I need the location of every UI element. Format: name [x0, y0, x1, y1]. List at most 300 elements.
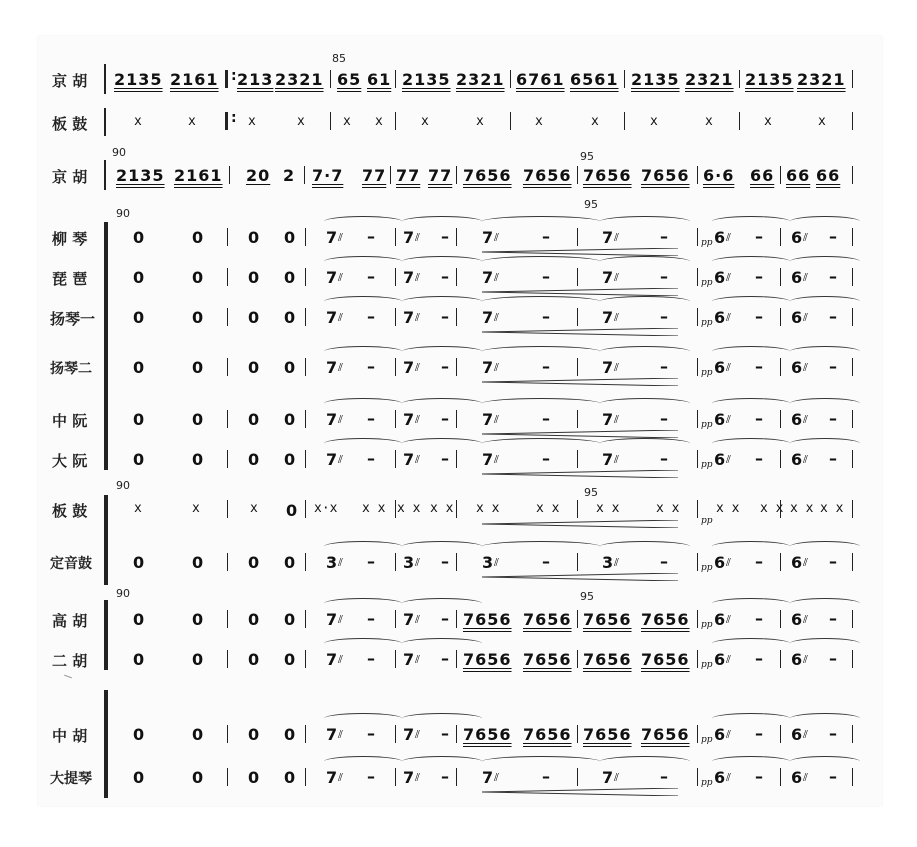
sustain-dash: – — [660, 357, 668, 376]
tie-arc — [790, 598, 860, 609]
note-group: 2135 — [402, 70, 451, 89]
barline — [395, 308, 396, 326]
barline — [305, 450, 306, 468]
sustain-dash: – — [441, 552, 449, 571]
sustain-dash: – — [755, 552, 763, 571]
rest-zero: 0 — [248, 553, 260, 572]
tie-arc — [324, 438, 402, 449]
barline — [305, 768, 306, 786]
note-group: 2321 — [275, 70, 324, 89]
percussion-hit: x x — [820, 501, 844, 516]
tremolo-mark: ⫽ — [614, 413, 619, 426]
sustain-dash: – — [829, 552, 837, 571]
barline — [780, 358, 781, 376]
instrument-label-erhu: 二 胡 — [52, 652, 88, 670]
dynamic-pp: pp — [701, 278, 713, 288]
tremolo-mark: ⫽ — [415, 728, 420, 741]
barline — [456, 358, 457, 376]
barline — [305, 228, 306, 246]
sustain-dash: – — [755, 609, 763, 628]
note-group: 77 — [396, 166, 421, 185]
rest-zero: 0 — [133, 725, 145, 744]
group-bracket-strings — [104, 600, 114, 670]
tie-arc — [790, 216, 860, 227]
tremolo-mark: ⫽ — [614, 771, 619, 784]
rest-zero: 0 — [284, 650, 296, 669]
tie-arc — [712, 398, 790, 409]
barline — [330, 112, 331, 130]
rest-zero: 0 — [192, 553, 204, 572]
measure-number-95-c: 95 — [584, 486, 598, 499]
note-group: 65 — [337, 70, 362, 89]
percussion-hit: x x — [536, 501, 560, 516]
sustain-dash: – — [441, 649, 449, 668]
barline — [780, 650, 781, 668]
percussion-hit: x x — [476, 501, 500, 516]
tie-arc — [324, 296, 402, 307]
barline — [229, 166, 230, 184]
tie-arc — [324, 256, 402, 267]
tie-arc — [600, 296, 690, 307]
tremolo-mark: ⫽ — [803, 361, 808, 374]
rest-zero: 0 — [284, 610, 296, 629]
tremolo-mark: ⫽ — [415, 771, 420, 784]
tremolo-mark: ⫽ — [338, 271, 343, 284]
tie-arc — [482, 398, 600, 409]
barline — [577, 228, 578, 246]
note-held: 7 — [602, 358, 615, 377]
sustain-dash: – — [542, 767, 550, 786]
barline — [577, 610, 578, 628]
tie-arc — [790, 638, 860, 649]
rest-zero: 0 — [248, 768, 260, 787]
sustain-dash: – — [755, 724, 763, 743]
tie-arc — [600, 346, 690, 357]
sustain-dash: – — [829, 609, 837, 628]
barline — [852, 410, 853, 428]
note-held: 7 — [602, 450, 615, 469]
diminuendo-hairpin — [482, 378, 678, 386]
sustain-dash: – — [441, 449, 449, 468]
instrument-label-zhongruan: 中 阮 — [52, 412, 88, 430]
note-held: 6 — [714, 450, 727, 469]
sustain-dash: – — [660, 409, 668, 428]
barline — [456, 725, 457, 743]
percussion-hit: x — [250, 501, 258, 516]
barline — [577, 500, 578, 518]
tie-arc — [324, 216, 402, 227]
barline — [395, 112, 396, 130]
tie-arc — [790, 346, 860, 357]
tremolo-mark: ⫽ — [338, 453, 343, 466]
sustain-dash: – — [660, 552, 668, 571]
sustain-dash: – — [660, 767, 668, 786]
tremolo-mark: ⫽ — [494, 231, 499, 244]
percussion-hit: x x — [656, 501, 680, 516]
sustain-dash: – — [829, 767, 837, 786]
percussion-hit: x x — [716, 501, 740, 516]
barline — [852, 166, 853, 184]
note-held: 7 — [602, 308, 615, 327]
sustain-dash: – — [441, 227, 449, 246]
barline — [697, 166, 698, 184]
rest-zero: 0 — [286, 501, 298, 520]
barline — [852, 650, 853, 668]
barline — [305, 500, 306, 518]
barline — [577, 450, 578, 468]
sustain-dash: – — [829, 724, 837, 743]
note-group: 66 — [750, 166, 775, 185]
note-held: 6 — [714, 725, 727, 744]
tremolo-mark: ⫽ — [338, 361, 343, 374]
rest-zero: 0 — [284, 358, 296, 377]
percussion-hit: x — [188, 114, 196, 129]
note-held: 7 — [403, 450, 416, 469]
note-group: 66 — [816, 166, 841, 185]
tremolo-mark: ⫽ — [803, 653, 808, 666]
tremolo-mark: ⫽ — [494, 556, 499, 569]
note-held: 6 — [791, 768, 804, 787]
sustain-dash: – — [542, 267, 550, 286]
instrument-label-yangqin2: 扬琴二 — [50, 361, 92, 377]
note-group: 7·7 — [312, 166, 344, 185]
tremolo-mark: ⫽ — [338, 653, 343, 666]
tie-arc — [600, 398, 690, 409]
barline — [227, 610, 228, 628]
note-group: 2161 — [174, 166, 223, 185]
dynamic-pp: pp — [701, 420, 713, 430]
barline — [456, 500, 457, 518]
barline — [395, 358, 396, 376]
barline — [780, 610, 781, 628]
rest-zero: 0 — [248, 308, 260, 327]
tremolo-mark: ⫽ — [614, 556, 619, 569]
barline — [697, 410, 698, 428]
note-held: 7 — [482, 308, 495, 327]
tie-arc — [482, 541, 600, 552]
barline — [852, 500, 853, 518]
barline — [852, 553, 853, 571]
tie-arc — [712, 713, 790, 724]
note-held: 7 — [403, 650, 416, 669]
note-group: 2161 — [170, 70, 219, 89]
rest-zero: 0 — [248, 650, 260, 669]
note-held: 7 — [482, 228, 495, 247]
barline — [624, 112, 625, 130]
note-group: 2321 — [685, 70, 734, 89]
note-group: 2321 — [456, 70, 505, 89]
sustain-dash: – — [542, 449, 550, 468]
sustain-dash: – — [367, 724, 375, 743]
sustain-dash: – — [441, 267, 449, 286]
system-bracket — [104, 64, 112, 94]
note-held: 7 — [403, 358, 416, 377]
note-group: 7656 — [641, 166, 690, 185]
note-held: 7 — [403, 228, 416, 247]
tie-arc — [712, 638, 790, 649]
rest-zero: 0 — [248, 410, 260, 429]
percussion-hit: x — [818, 114, 826, 129]
barline — [305, 725, 306, 743]
note-held: 7 — [326, 410, 339, 429]
note-held: 6 — [714, 610, 727, 629]
sustain-dash: – — [441, 409, 449, 428]
instrument-label-jinghu: 京 胡 — [52, 72, 88, 90]
barline — [395, 650, 396, 668]
note-group: 7656 — [641, 650, 690, 669]
barline — [852, 70, 853, 88]
tie-arc — [790, 398, 860, 409]
percussion-hit: x — [375, 114, 383, 129]
barline — [227, 725, 228, 743]
barline — [852, 112, 853, 130]
sustain-dash: – — [367, 449, 375, 468]
tie-arc — [790, 296, 860, 307]
barline — [739, 70, 740, 88]
sustain-dash: – — [367, 357, 375, 376]
barline — [697, 500, 698, 518]
sustain-dash: – — [755, 227, 763, 246]
note-group: 7656 — [523, 650, 572, 669]
barline — [577, 410, 578, 428]
note-held: 6 — [714, 358, 727, 377]
tie-arc — [482, 256, 600, 267]
barline — [697, 610, 698, 628]
barline — [456, 268, 457, 286]
note-group: 2135 — [745, 70, 794, 89]
note-group: 77 — [362, 166, 387, 185]
tie-arc — [482, 216, 600, 227]
tremolo-mark: ⫽ — [415, 361, 420, 374]
rest-zero: 0 — [133, 768, 145, 787]
tie-arc — [712, 256, 790, 267]
dynamic-pp: pp — [701, 368, 713, 378]
note-group: 7656 — [641, 610, 690, 629]
barline — [852, 358, 853, 376]
tie-arc — [790, 256, 860, 267]
sustain-dash: – — [660, 227, 668, 246]
barline — [395, 268, 396, 286]
sustain-dash: – — [755, 357, 763, 376]
tie-arc — [324, 638, 402, 649]
tremolo-mark: ⫽ — [338, 231, 343, 244]
repeat-barline — [225, 70, 232, 88]
tie-arc — [712, 296, 790, 307]
rest-zero: 0 — [284, 308, 296, 327]
group-bracket-percussion — [104, 495, 114, 585]
dynamic-pp: pp — [701, 318, 713, 328]
tremolo-mark: ⫽ — [338, 728, 343, 741]
barline — [780, 500, 781, 518]
tie-arc — [482, 346, 600, 357]
barline — [227, 450, 228, 468]
note-held: 6 — [791, 450, 804, 469]
note-group: 7656 — [463, 610, 512, 629]
dynamic-pp: pp — [701, 516, 713, 526]
sustain-dash: – — [829, 267, 837, 286]
sustain-dash: – — [829, 307, 837, 326]
percussion-hit: x x — [430, 501, 454, 516]
instrument-label-bangu-2: 板 鼓 — [52, 502, 88, 520]
note-group: 7656 — [583, 725, 632, 744]
diminuendo-hairpin — [482, 788, 678, 796]
note-group: 7656 — [523, 610, 572, 629]
note-held: 6 — [714, 768, 727, 787]
barline — [852, 768, 853, 786]
note-group: 7656 — [523, 725, 572, 744]
barline — [780, 308, 781, 326]
note-group: 7656 — [463, 725, 512, 744]
tremolo-mark: ⫽ — [803, 453, 808, 466]
sustain-dash: – — [542, 552, 550, 571]
rest-zero: 0 — [284, 410, 296, 429]
instrument-label-yangqin1: 扬琴一 — [50, 310, 96, 328]
tremolo-mark: ⫽ — [415, 413, 420, 426]
dynamic-pp: pp — [701, 778, 713, 788]
tie-arc — [600, 756, 690, 767]
instrument-label-liuqin: 柳 琴 — [52, 230, 88, 248]
percussion-hit: x·x — [314, 501, 338, 516]
sustain-dash: – — [755, 649, 763, 668]
barline — [697, 650, 698, 668]
sustain-dash: – — [829, 409, 837, 428]
rest-zero: 0 — [284, 725, 296, 744]
instrument-label-jinghu-2: 京 胡 — [52, 168, 88, 186]
note-held: 7 — [326, 228, 339, 247]
tie-arc — [402, 438, 482, 449]
rest-zero: 0 — [284, 228, 296, 247]
tie-arc — [712, 598, 790, 609]
note-held: 6 — [791, 268, 804, 287]
tremolo-mark: ⫽ — [726, 231, 731, 244]
tremolo-mark: ⫽ — [415, 271, 420, 284]
dynamic-pp: pp — [701, 238, 713, 248]
tremolo-mark: ⫽ — [338, 413, 343, 426]
sustain-dash: – — [660, 449, 668, 468]
instrument-label-pipa: 琵 琶 — [52, 270, 88, 288]
percussion-hit: x x — [790, 501, 814, 516]
barline — [577, 725, 578, 743]
note-held: 6 — [714, 553, 727, 572]
note-held: 6 — [714, 228, 727, 247]
tremolo-mark: ⫽ — [494, 413, 499, 426]
percussion-hit: x — [764, 114, 772, 129]
note-group: 7656 — [583, 610, 632, 629]
barline — [395, 553, 396, 571]
tremolo-mark: ⫽ — [726, 728, 731, 741]
note-held: 6 — [791, 308, 804, 327]
barline — [305, 308, 306, 326]
tremolo-mark: ⫽ — [415, 613, 420, 626]
note-group: 20 — [246, 166, 271, 185]
barline — [780, 768, 781, 786]
tie-arc — [402, 296, 482, 307]
note-group: 2321 — [797, 70, 846, 89]
barline — [390, 166, 391, 184]
tie-arc — [324, 398, 402, 409]
note-held: 7 — [602, 268, 615, 287]
tie-arc — [402, 638, 482, 649]
rest-zero: 0 — [133, 268, 145, 287]
note-held: 6 — [714, 650, 727, 669]
note-held: 6 — [791, 358, 804, 377]
sustain-dash: – — [367, 767, 375, 786]
barline — [780, 725, 781, 743]
note-held: 7 — [482, 268, 495, 287]
tremolo-mark: ⫽ — [803, 311, 808, 324]
barline — [227, 228, 228, 246]
rest-zero: 0 — [133, 410, 145, 429]
rest-zero: 0 — [284, 268, 296, 287]
note-group: 7656 — [523, 166, 572, 185]
note-held: 7 — [326, 650, 339, 669]
tie-arc — [600, 256, 690, 267]
sustain-dash: – — [755, 307, 763, 326]
percussion-hit: x — [535, 114, 543, 129]
rest-zero: 0 — [133, 308, 145, 327]
note-held: 6 — [791, 410, 804, 429]
diminuendo-hairpin — [482, 248, 678, 256]
barline — [852, 450, 853, 468]
note-group: 66 — [786, 166, 811, 185]
sustain-dash: – — [367, 609, 375, 628]
note-held: 7 — [326, 610, 339, 629]
system-bracket — [104, 108, 112, 136]
note-group: 7656 — [583, 166, 632, 185]
barline — [227, 650, 228, 668]
note-held: 7 — [403, 768, 416, 787]
tie-arc — [790, 756, 860, 767]
tremolo-mark: ⫽ — [803, 413, 808, 426]
barline — [305, 610, 306, 628]
tremolo-mark: ⫽ — [614, 271, 619, 284]
tremolo-mark: ⫽ — [494, 361, 499, 374]
tremolo-mark: ⫽ — [726, 453, 731, 466]
barline — [395, 725, 396, 743]
rest-zero: 0 — [284, 768, 296, 787]
tie-arc — [402, 713, 482, 724]
percussion-hit: x — [134, 114, 142, 129]
barline — [395, 450, 396, 468]
diminuendo-hairpin — [482, 470, 678, 478]
sustain-dash: – — [755, 409, 763, 428]
rest-zero: 0 — [248, 358, 260, 377]
barline — [577, 768, 578, 786]
barline — [577, 358, 578, 376]
note-group: 7656 — [583, 650, 632, 669]
tie-arc — [482, 756, 600, 767]
tie-arc — [790, 438, 860, 449]
note-held: 6 — [791, 228, 804, 247]
barline — [780, 268, 781, 286]
barline — [305, 358, 306, 376]
barline — [330, 70, 331, 88]
rest-zero: 0 — [192, 725, 204, 744]
note-held: 7 — [482, 358, 495, 377]
tremolo-mark: ⫽ — [726, 613, 731, 626]
diminuendo-hairpin — [482, 288, 678, 296]
note-group: 2135 — [114, 70, 163, 89]
percussion-hit: x — [134, 501, 142, 516]
tie-arc — [790, 541, 860, 552]
rest-zero: 0 — [284, 450, 296, 469]
note-group: 6·6 — [703, 166, 735, 185]
barline — [305, 410, 306, 428]
barline — [852, 610, 853, 628]
measure-number-90-b: 90 — [116, 207, 130, 220]
barline — [395, 410, 396, 428]
sustain-dash: – — [441, 307, 449, 326]
